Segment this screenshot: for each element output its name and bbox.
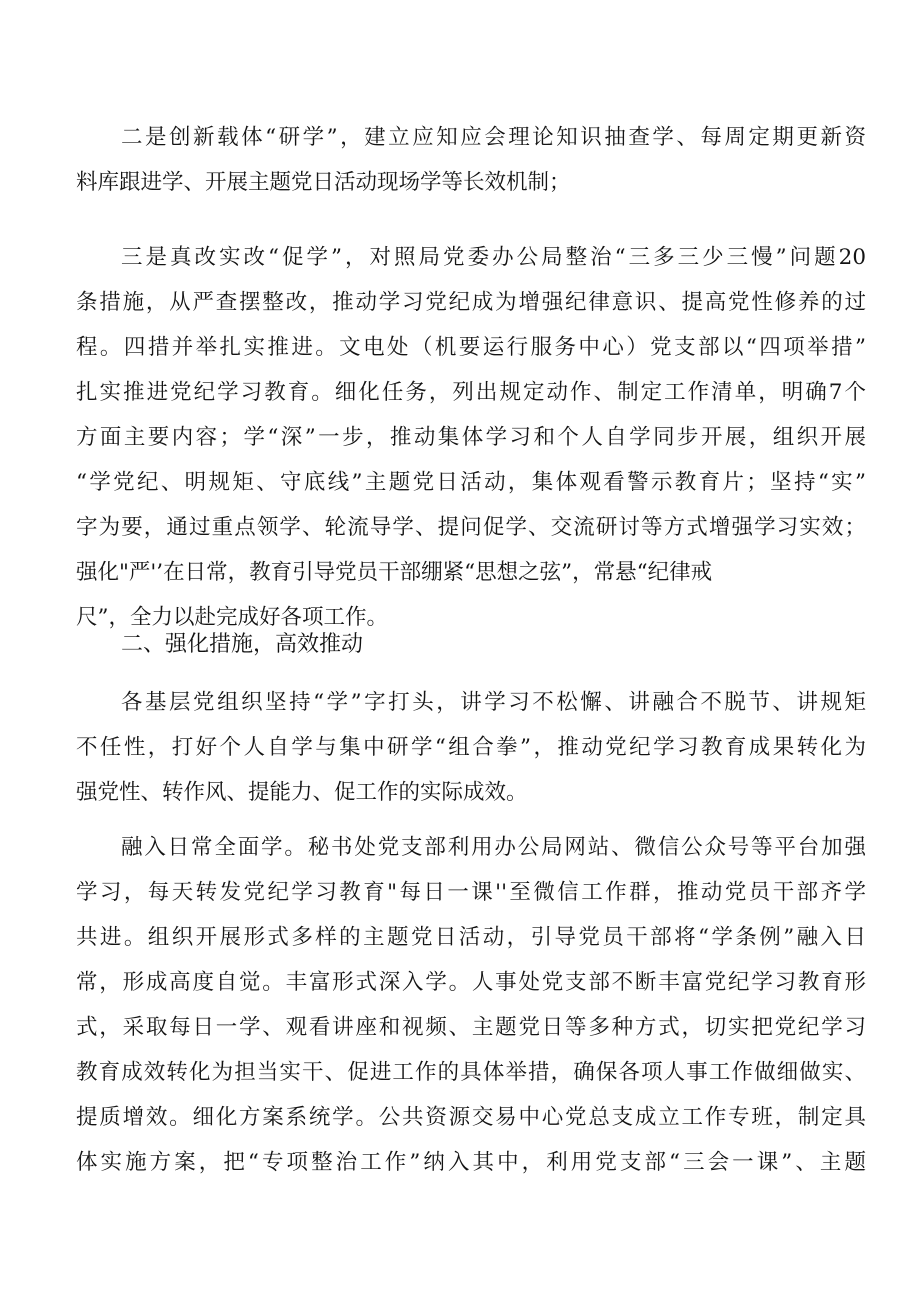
- paragraph-2-line-9: 尺”，全力以赴完成好各项工作。: [76, 605, 388, 630]
- paragraph-2-line-4: 扎实推进党纪学习教育。细化任务，列出规定动作、制定工作清单，明确7个: [76, 380, 866, 405]
- paragraph-4-line-8: 体实施方案，把“专项整治工作”纳入其中，利用党支部“三会一课”、主题: [76, 1150, 866, 1175]
- paragraph-2-line-1: 三是真改实改“促学”，对照局党委办公局整治“三多三少三慢”问题20: [121, 245, 866, 270]
- paragraph-2-line-2: 条措施，从严查摆整改，推动学习党纪成为增强纪律意识、提高党性修养的过: [76, 290, 866, 315]
- paragraph-2-line-5: 方面主要内容；学“深”一步，推动集体学习和个人自学同步开展，组织开展: [76, 425, 866, 450]
- paragraph-1-line-2: 料库跟进学、开展主题党日活动现场学等长效机制；: [76, 170, 571, 195]
- section-heading: 二、强化措施，高效推动: [121, 632, 364, 657]
- paragraph-4-line-5: 式，采取每日一学、观看讲座和视频、主题党日等多种方式，切实把党纪学习: [76, 1015, 866, 1040]
- paragraph-4-line-6: 教育成效转化为担当实干、促进工作的具体举措，确保各项人事工作做细做实、: [76, 1060, 866, 1085]
- paragraph-4-line-7: 提质增效。细化方案系统学。公共资源交易中心党总支成立工作专班，制定具: [76, 1105, 866, 1130]
- paragraph-2-line-6: “学党纪、明规矩、守底线”主题党日活动，集体观看警示教育片；坚持“实”: [76, 470, 866, 495]
- paragraph-3-line-3: 强党性、转作风、提能力、促工作的实际成效。: [76, 780, 528, 805]
- paragraph-3-line-1: 各基层党组织坚持“学”字打头，讲学习不松懈、讲融合不脱节、讲规矩: [121, 690, 866, 715]
- paragraph-1-line-1: 二是创新载体“研学”，建立应知应会理论知识抽查学、每周定期更新资: [121, 125, 866, 150]
- paragraph-2-line-7: 字为要，通过重点领学、轮流导学、提问促学、交流研讨等方式增强学习实效；: [76, 515, 866, 540]
- paragraph-3-line-2: 不任性，打好个人自学与集中研学“组合拳”，推动党纪学习教育成果转化为: [76, 735, 866, 760]
- paragraph-2-line-8: 强化"严'’在日常，教育引导党员干部绷紧“思想之弦”，常悬“纪律戒: [76, 560, 713, 585]
- paragraph-2-line-3: 程。四措并举扎实推进。文电处（机要运行服务中心）党支部以“四项举措”: [76, 335, 866, 360]
- paragraph-4-line-3: 共进。组织开展形式多样的主题党日活动，引导党员干部将“学条例”融入日: [76, 925, 866, 950]
- paragraph-4-line-1: 融入日常全面学。秘书处党支部利用办公局网站、微信公众号等平台加强: [121, 835, 866, 860]
- paragraph-4-line-2: 学习，每天转发党纪学习教育"每日一课''至微信工作群，推动党员干部齐学: [76, 880, 866, 905]
- paragraph-4-line-4: 常，形成高度自觉。丰富形式深入学。人事处党支部不断丰富党纪学习教育形: [76, 970, 866, 995]
